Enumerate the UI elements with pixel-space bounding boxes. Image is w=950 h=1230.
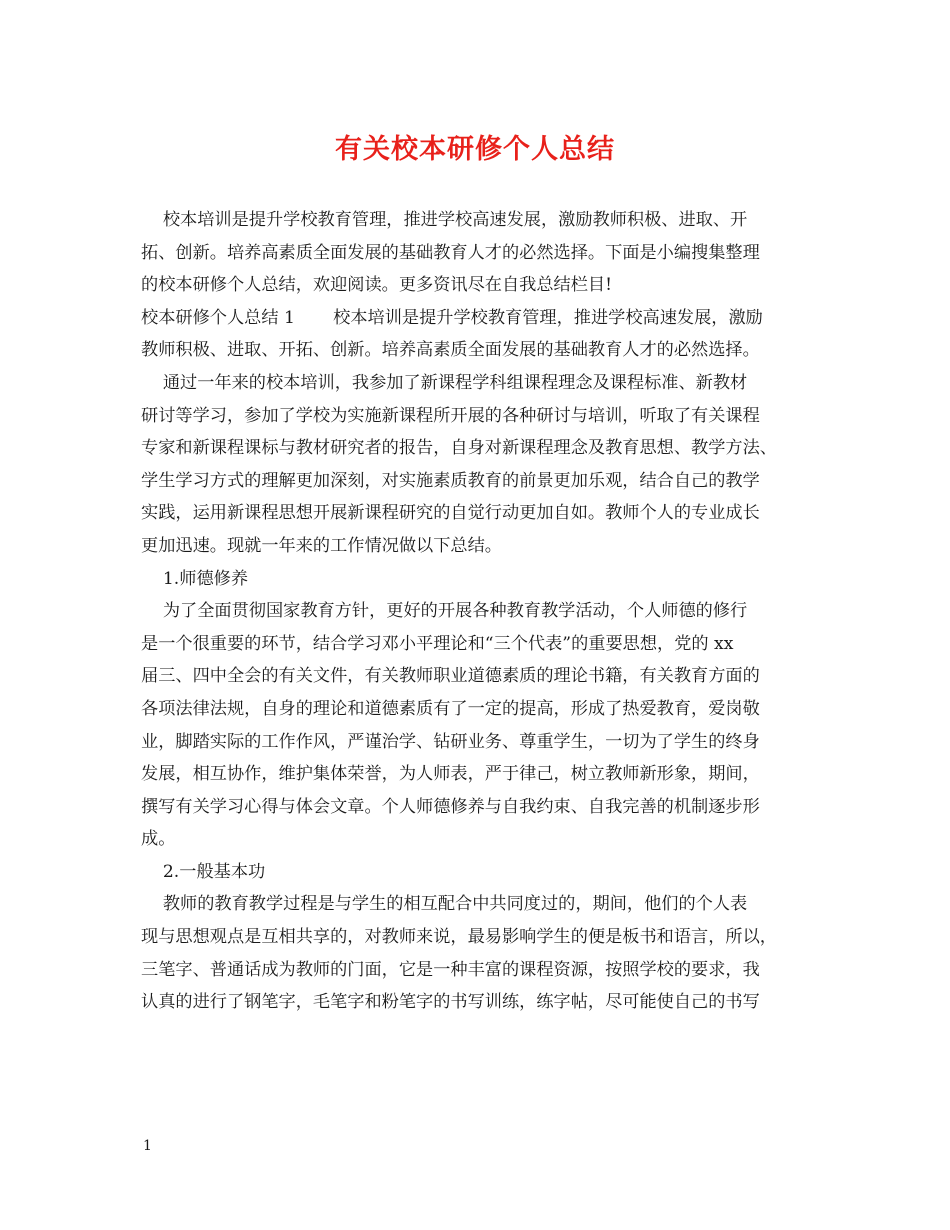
text-line: 2.一般基本功	[141, 861, 266, 882]
text-line: 三笔字、普通话成为教师的门面，它是一种丰富的课程资源，按照学校的要求，我	[141, 959, 760, 980]
text-line: 的校本研修个人总结，欢迎阅读。更多资讯尽在自我总结栏目!	[141, 275, 612, 296]
text-line: 撰写有关学习心得与体会文章。个人师德修养与自我约束、自我完善的机制逐步形	[141, 796, 760, 817]
text-line: 研讨等学习，参加了学校为实施新课程所开展的各种研讨与培训，听取了有关课程	[141, 405, 760, 426]
text-line: 更加迅速。现就一年来的工作情况做以下总结。	[141, 535, 502, 556]
text-line: 通过一年来的校本培训，我参加了新课程学科组课程理念及课程标准、新教材	[141, 372, 748, 393]
text-line: 教师积极、进取、开拓、创新。培养高素质全面发展的基础教育人才的必然选择。	[141, 340, 760, 361]
document-body	[141, 204, 821, 1019]
text-line: 1.师德修养	[141, 568, 249, 589]
text-line: 学生学习方式的理解更加深刻，对实施素质教育的前景更加乐观，结合自己的教学	[141, 470, 760, 491]
text-line: 现与思想观点是互相共享的，对教师来说，最易影响学生的便是板书和语言，所以，	[141, 927, 777, 948]
page-number: 1	[143, 1138, 152, 1154]
text-line: 校本培训是提升学校教育管理，推进学校高速发展，激励教师积极、进取、开	[141, 210, 748, 230]
text-line: 为了全面贯彻国家教育方针，更好的开展各种教育教学活动，个人师德的修行	[141, 601, 748, 622]
text-line: 校本研修个人总结 1 校本培训是提升学校教育管理，推进学校高速发展，激励	[141, 307, 763, 328]
text-line: 是一个很重要的环节，结合学习邓小平理论和“三个代表”的重要思想，党的 xx	[141, 633, 734, 654]
text-line: 教师的教育教学过程是与学生的相互配合中共同度过的，期间，他们的个人表	[141, 894, 748, 915]
text-line: 成。	[141, 829, 176, 850]
text-line: 实践，运用新课程思想开展新课程研究的自觉行动更加自如。教师个人的专业成长	[141, 503, 760, 524]
text-line: 认真的进行了钢笔字，毛笔字和粉笔字的书写训练，练字帖，尽可能使自己的书写	[141, 992, 760, 1013]
text-line: 各项法律法规，自身的理论和道德素质有了一定的提高，形成了热爱教育，爱岗敬	[141, 698, 760, 719]
text-line: 业，脚踏实际的工作作风，严谨治学、钻研业务、尊重学生，一切为了学生的终身	[141, 731, 760, 752]
document-title: 有关校本研修个人总结	[335, 134, 615, 165]
text-line: 拓、创新。培养高素质全面发展的基础教育人才的必然选择。下面是小编搜集整理	[141, 242, 760, 263]
text-line: 届三、四中全会的有关文件，有关教师职业道德素质的理论书籍，有关教育方面的	[141, 666, 760, 687]
text-line: 专家和新课程课标与教材研究者的报告，自身对新课程理念及教育思想、教学方法、	[141, 438, 777, 459]
text-line: 发展，相互协作，维护集体荣誉，为人师表，严于律己，树立教师新形象，期间，	[141, 764, 760, 785]
